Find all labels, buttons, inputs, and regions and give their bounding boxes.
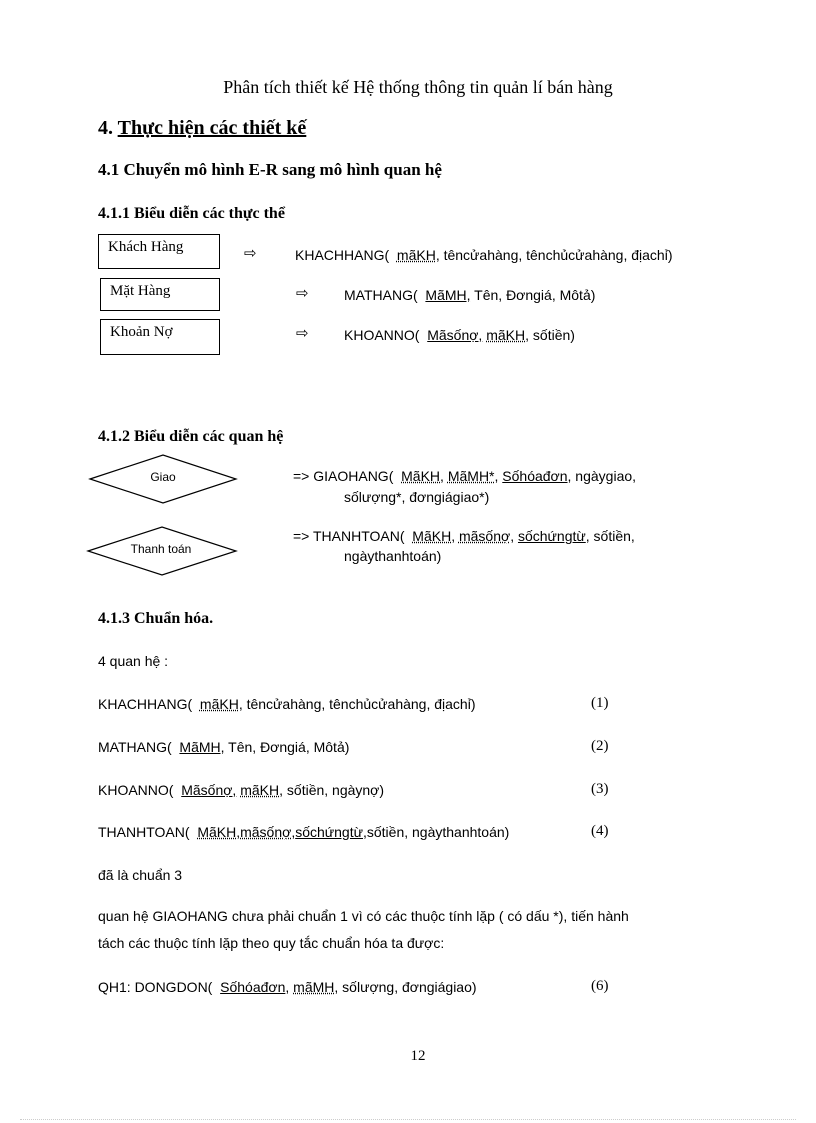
arrow-right-icon: ⇨ bbox=[296, 324, 309, 342]
relation-thanhtoan-line2: ngàythanhtoán) bbox=[344, 548, 442, 564]
page-number: 12 bbox=[410, 1048, 426, 1064]
equation-number: (4) bbox=[591, 823, 609, 839]
section-4-1-1-heading: 4.1.1 Biểu diễn các thực thể bbox=[98, 205, 285, 222]
relation-mathang: MATHANG( MãMH, Tên, Đơngiá, Môtả) bbox=[344, 287, 596, 303]
relation-khoanno: KHOANNO( Mãsốnợ, mãKH, sốtiền) bbox=[344, 327, 575, 343]
key-makh: mãKH bbox=[396, 247, 436, 263]
relation-giaohang-line1: => GIAOHANG( MãKH, MãMH*, Sốhóađơn, ngàygiao, bbox=[293, 468, 637, 484]
relation-giaohang-line2: sốlượng*, đơngiágiao*) bbox=[344, 489, 490, 505]
section-4-1-3-heading: 4.1.3 Chuẩn hóa. bbox=[98, 610, 214, 627]
equation-number: (1) bbox=[591, 695, 609, 711]
section-4-heading bbox=[98, 117, 306, 140]
entity-box-khoan-no: Khoản Nợ bbox=[100, 319, 220, 355]
relation-khachhang: KHACHHANG( mãKH, têncửahàng, tênchủcửahàng, địachỉ) bbox=[295, 247, 673, 263]
paragraph-line-2: tách các thuộc tính lặp theo quy tắc chuẩn hóa ta được: bbox=[98, 935, 445, 951]
normalized-row-4: THANHTOAN( MãKH,mãsốnợ,sốchứngtừ,sốtiền, ngàythanhtoán) bbox=[98, 824, 510, 840]
relation-thanhtoan-line1: => THANHTOAN( MãKH, mãsốnợ, sốchứngtừ, sốtiền, bbox=[293, 528, 635, 544]
diamond-label-giao: Giao bbox=[150, 470, 176, 484]
section-4-title: Thực hiện các thiết kế bbox=[117, 117, 307, 139]
normalized-row-3: KHOANNO( Mãsốnợ, mãKH, sốtiền, ngàynợ) bbox=[98, 782, 385, 798]
arrow-right-icon: ⇨ bbox=[244, 244, 257, 262]
arrow-right-icon: ⇨ bbox=[296, 284, 309, 302]
section-4-number: 4. bbox=[98, 117, 113, 139]
normalized-row-2: MATHANG( MãMH, Tên, Đơngiá, Môtả) bbox=[98, 739, 350, 755]
entity-box-khach-hang: Khách Hàng bbox=[98, 234, 220, 269]
qh1-relation: QH1: DONGDON( Sốhóađơn, mãMH, sốlượng, đơngiágiao) bbox=[98, 979, 477, 995]
diamond-label-thanh-toan: Thanh toán bbox=[130, 542, 192, 556]
page-header: Phân tích thiết kế Hệ thống thông tin quản lí bán hàng bbox=[223, 77, 613, 97]
paragraph-line-1: quan hệ GIAOHANG chưa phải chuẩn 1 vì có các thuộc tính lặp ( có dấu *), tiến hành bbox=[98, 908, 629, 924]
normalized-row-1: KHACHHANG( mãKH, têncửahàng, tênchủcửahàng, địachỉ) bbox=[98, 696, 476, 712]
section-4-1-heading: 4.1 Chuyển mô hình E-R sang mô hình quan hệ bbox=[98, 160, 442, 179]
page-bottom-divider bbox=[20, 1119, 796, 1120]
equation-number: (6) bbox=[591, 978, 609, 994]
intro-text: 4 quan hệ : bbox=[98, 653, 169, 669]
equation-number: (2) bbox=[591, 738, 609, 754]
note-normal-form-3: đã là chuẩn 3 bbox=[98, 867, 183, 883]
entity-box-mat-hang: Mặt Hàng bbox=[100, 278, 220, 311]
section-4-1-2-heading: 4.1.2 Biểu diễn các quan hệ bbox=[98, 428, 284, 445]
key-makh: mãKH bbox=[486, 327, 526, 343]
key-mamh: MãMH, bbox=[425, 287, 471, 303]
equation-number: (3) bbox=[591, 781, 609, 797]
key-masono: Mãsốnợ, bbox=[427, 327, 483, 343]
